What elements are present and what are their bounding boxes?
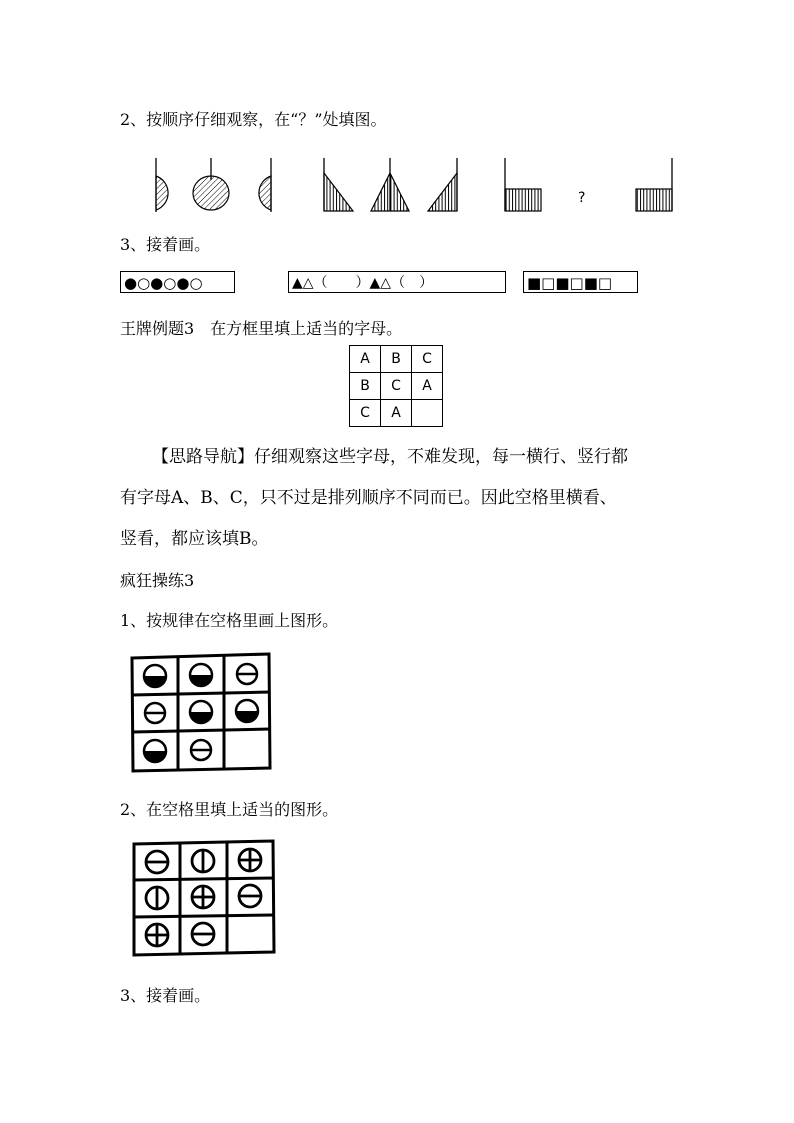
grid-cell: B (381, 346, 412, 373)
line-circle-icon (191, 740, 211, 760)
cross-circle-grid (128, 836, 288, 961)
half-circle-grid (128, 650, 278, 775)
cross-circle-icon (239, 849, 261, 871)
grid-row (350, 400, 443, 427)
grid-cell: A (412, 373, 443, 400)
sequence-circles-box (120, 271, 235, 293)
line-circle-icon (145, 703, 165, 723)
rect-left-figure (505, 158, 541, 211)
q2-text: 2、按顺序仔细观察，在“？”处填图。 (120, 110, 387, 129)
grid-cell: B (350, 373, 381, 400)
triangle-right-figure (324, 158, 353, 211)
sequence-squares: ■□■□■□ (527, 274, 613, 292)
grid-empty-cell (412, 400, 443, 427)
cross-circle-icon (146, 924, 168, 946)
half-circle-right-figure (259, 158, 271, 212)
grid-row (350, 373, 443, 400)
example-title: 王牌例题3 在方框里填上适当的字母。 (120, 319, 403, 338)
horizontal-line-circle-icon (192, 923, 214, 945)
grid-cell: C (412, 346, 443, 373)
grid-cell: A (381, 400, 412, 427)
guide-line-2: 有字母A、B、C，只不过是排列顺序不同而已。因此空格里横看、 (120, 488, 617, 508)
bottom-half-filled-circle-icon (190, 664, 212, 686)
vertical-line-circle-icon (192, 850, 214, 872)
q3-text: 3、接着画。 (120, 235, 211, 254)
practice-q2-text: 2、在空格里填上适当的图形。 (120, 800, 339, 819)
grid-cell: A (350, 346, 381, 373)
triangle-full-figure (371, 158, 409, 211)
bottom-half-filled-circle-icon (190, 701, 212, 723)
sequence-triangles-box (288, 271, 506, 293)
grid-row (350, 346, 443, 373)
full-circle-figure (193, 158, 229, 210)
sequence-squares-box (523, 271, 638, 293)
cross-circle-icon (192, 886, 214, 908)
triangle-left-figure (428, 158, 457, 211)
guide-line-1: 【思路导航】仔细观察这些字母，不难发现，每一横行、竖行都 (152, 447, 628, 467)
practice-q1-text: 1、按规律在空格里画上图形。 (120, 611, 339, 630)
horizontal-line-circle-icon (239, 885, 261, 907)
letter-grid (349, 345, 443, 427)
vertical-line-circle-icon (146, 887, 168, 909)
q2-figure-row (0, 150, 794, 230)
practice-title: 疯狂操练3 (120, 571, 195, 590)
sequence-triangles: ▲△（ ）▲△（ ） (292, 275, 434, 291)
grid-cell: C (350, 400, 381, 427)
half-circle-left-figure (156, 158, 168, 212)
sequence-circles: ●○●○●○ (124, 274, 203, 292)
rect-right-figure (636, 158, 672, 211)
guide-line-3: 竖看，都应该填B。 (120, 529, 269, 549)
bottom-half-filled-circle-icon (236, 700, 258, 722)
practice-q3-text: 3、接着画。 (120, 986, 211, 1005)
bottom-half-filled-circle-icon (144, 740, 166, 762)
horizontal-line-circle-icon (146, 851, 168, 873)
bottom-half-filled-circle-icon (144, 665, 166, 687)
question-mark: ? (578, 190, 586, 206)
grid-cell: C (381, 373, 412, 400)
line-circle-icon (237, 664, 257, 684)
